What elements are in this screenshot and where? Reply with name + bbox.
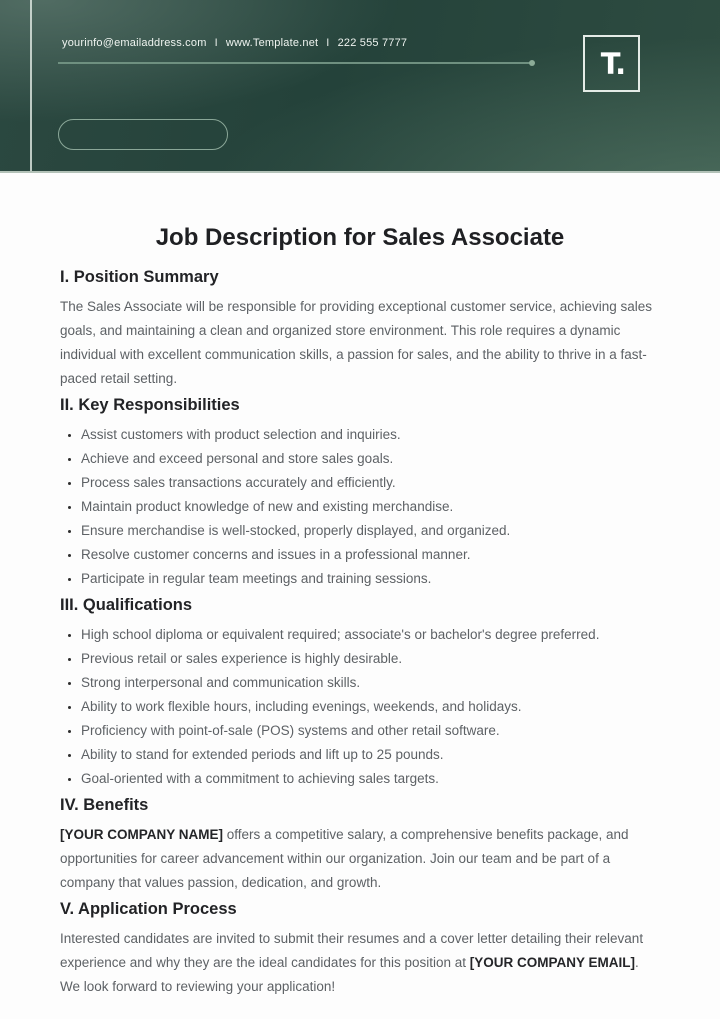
application-process-paragraph [60, 927, 660, 999]
brand-logo-text: T. [600, 46, 626, 81]
application-text-end: . We look forward to reviewing your application! [60, 955, 639, 994]
company-name-placeholder-outline [58, 119, 228, 150]
page-title: Job Description for Sales Associate [155, 224, 565, 251]
benefits-text: offers a competitive salary, a comprehensive benefits package, and opportunities for career advancement within our organization. Join our team and be part of a company that values passion, dedication, and growth. [60, 827, 629, 890]
contact-separator: I [214, 37, 218, 49]
position-summary-paragraph: The Sales Associate will be responsible for providing exceptional customer service, achieving sales goals, and maintaining a clean and organized store environment. This role requires a dynamic individual with excellent communication skills, a passion for sales, and the ability to thrive in a fast-paced retail setting. [60, 299, 653, 386]
list-item: • Ability to work flexible hours, including evenings, weekends, and holidays. [81, 695, 660, 719]
list-item: • Ability to stand for extended periods and lift up to 25 pounds. [81, 743, 660, 767]
company-email-token: [YOUR COMPANY EMAIL] [469, 955, 636, 970]
section-heading-key-responsibilities: II. Key Responsibilities [60, 396, 240, 414]
list-item: • Assist customers with product selection and inquiries. [81, 423, 660, 447]
divider-end-dot [529, 60, 535, 66]
contact-phone: 222 555 7777 [337, 37, 408, 49]
list-item: • High school diploma or equivalent required; associate's or bachelor's degree preferred. [81, 623, 660, 647]
list-item: • Goal-oriented with a commitment to achieving sales targets. [81, 767, 660, 791]
list-item: • Ensure merchandise is well-stocked, properly displayed, and organized. [81, 519, 660, 543]
brand-logo [583, 35, 640, 92]
list-item: • Participate in regular team meetings and training sessions. [81, 567, 660, 591]
list-item: • Resolve customer concerns and issues in a professional manner. [81, 543, 660, 567]
key-responsibilities-list [60, 423, 660, 591]
contact-email: yourinfo@emailaddress.com [62, 37, 207, 49]
list-item: • Maintain product knowledge of new and existing merchandise. [81, 495, 660, 519]
list-item: • Previous retail or sales experience is highly desirable. [81, 647, 660, 671]
section-heading-qualifications: III. Qualifications [60, 596, 193, 614]
contact-website: www.Template.net [225, 37, 319, 49]
list-item: • Proficiency with point-of-sale (POS) systems and other retail software. [81, 719, 660, 743]
list-item: • Process sales transactions accurately and efficiently. [81, 471, 660, 495]
company-name-token: [YOUR COMPANY NAME] [60, 827, 224, 842]
list-item: • Strong interpersonal and communication skills. [81, 671, 660, 695]
application-text-start: Interested candidates are invited to submit their resumes and a cover letter detailing their relevant experience and why they are the ideal candidates for this position at [60, 931, 644, 970]
benefits-paragraph [60, 823, 660, 895]
section-heading-position-summary: I. Position Summary [60, 268, 219, 286]
qualifications-list [60, 623, 660, 791]
vertical-accent-line [30, 0, 32, 171]
contact-info-row [62, 37, 407, 49]
contact-separator: I [326, 37, 330, 49]
section-heading-benefits: IV. Benefits [60, 796, 149, 814]
header-divider-line [58, 62, 532, 64]
letterhead-header [0, 0, 720, 173]
list-item: • Achieve and exceed personal and store sales goals. [81, 447, 660, 471]
section-heading-application-process: V. Application Process [60, 900, 237, 918]
document-body [0, 223, 720, 999]
